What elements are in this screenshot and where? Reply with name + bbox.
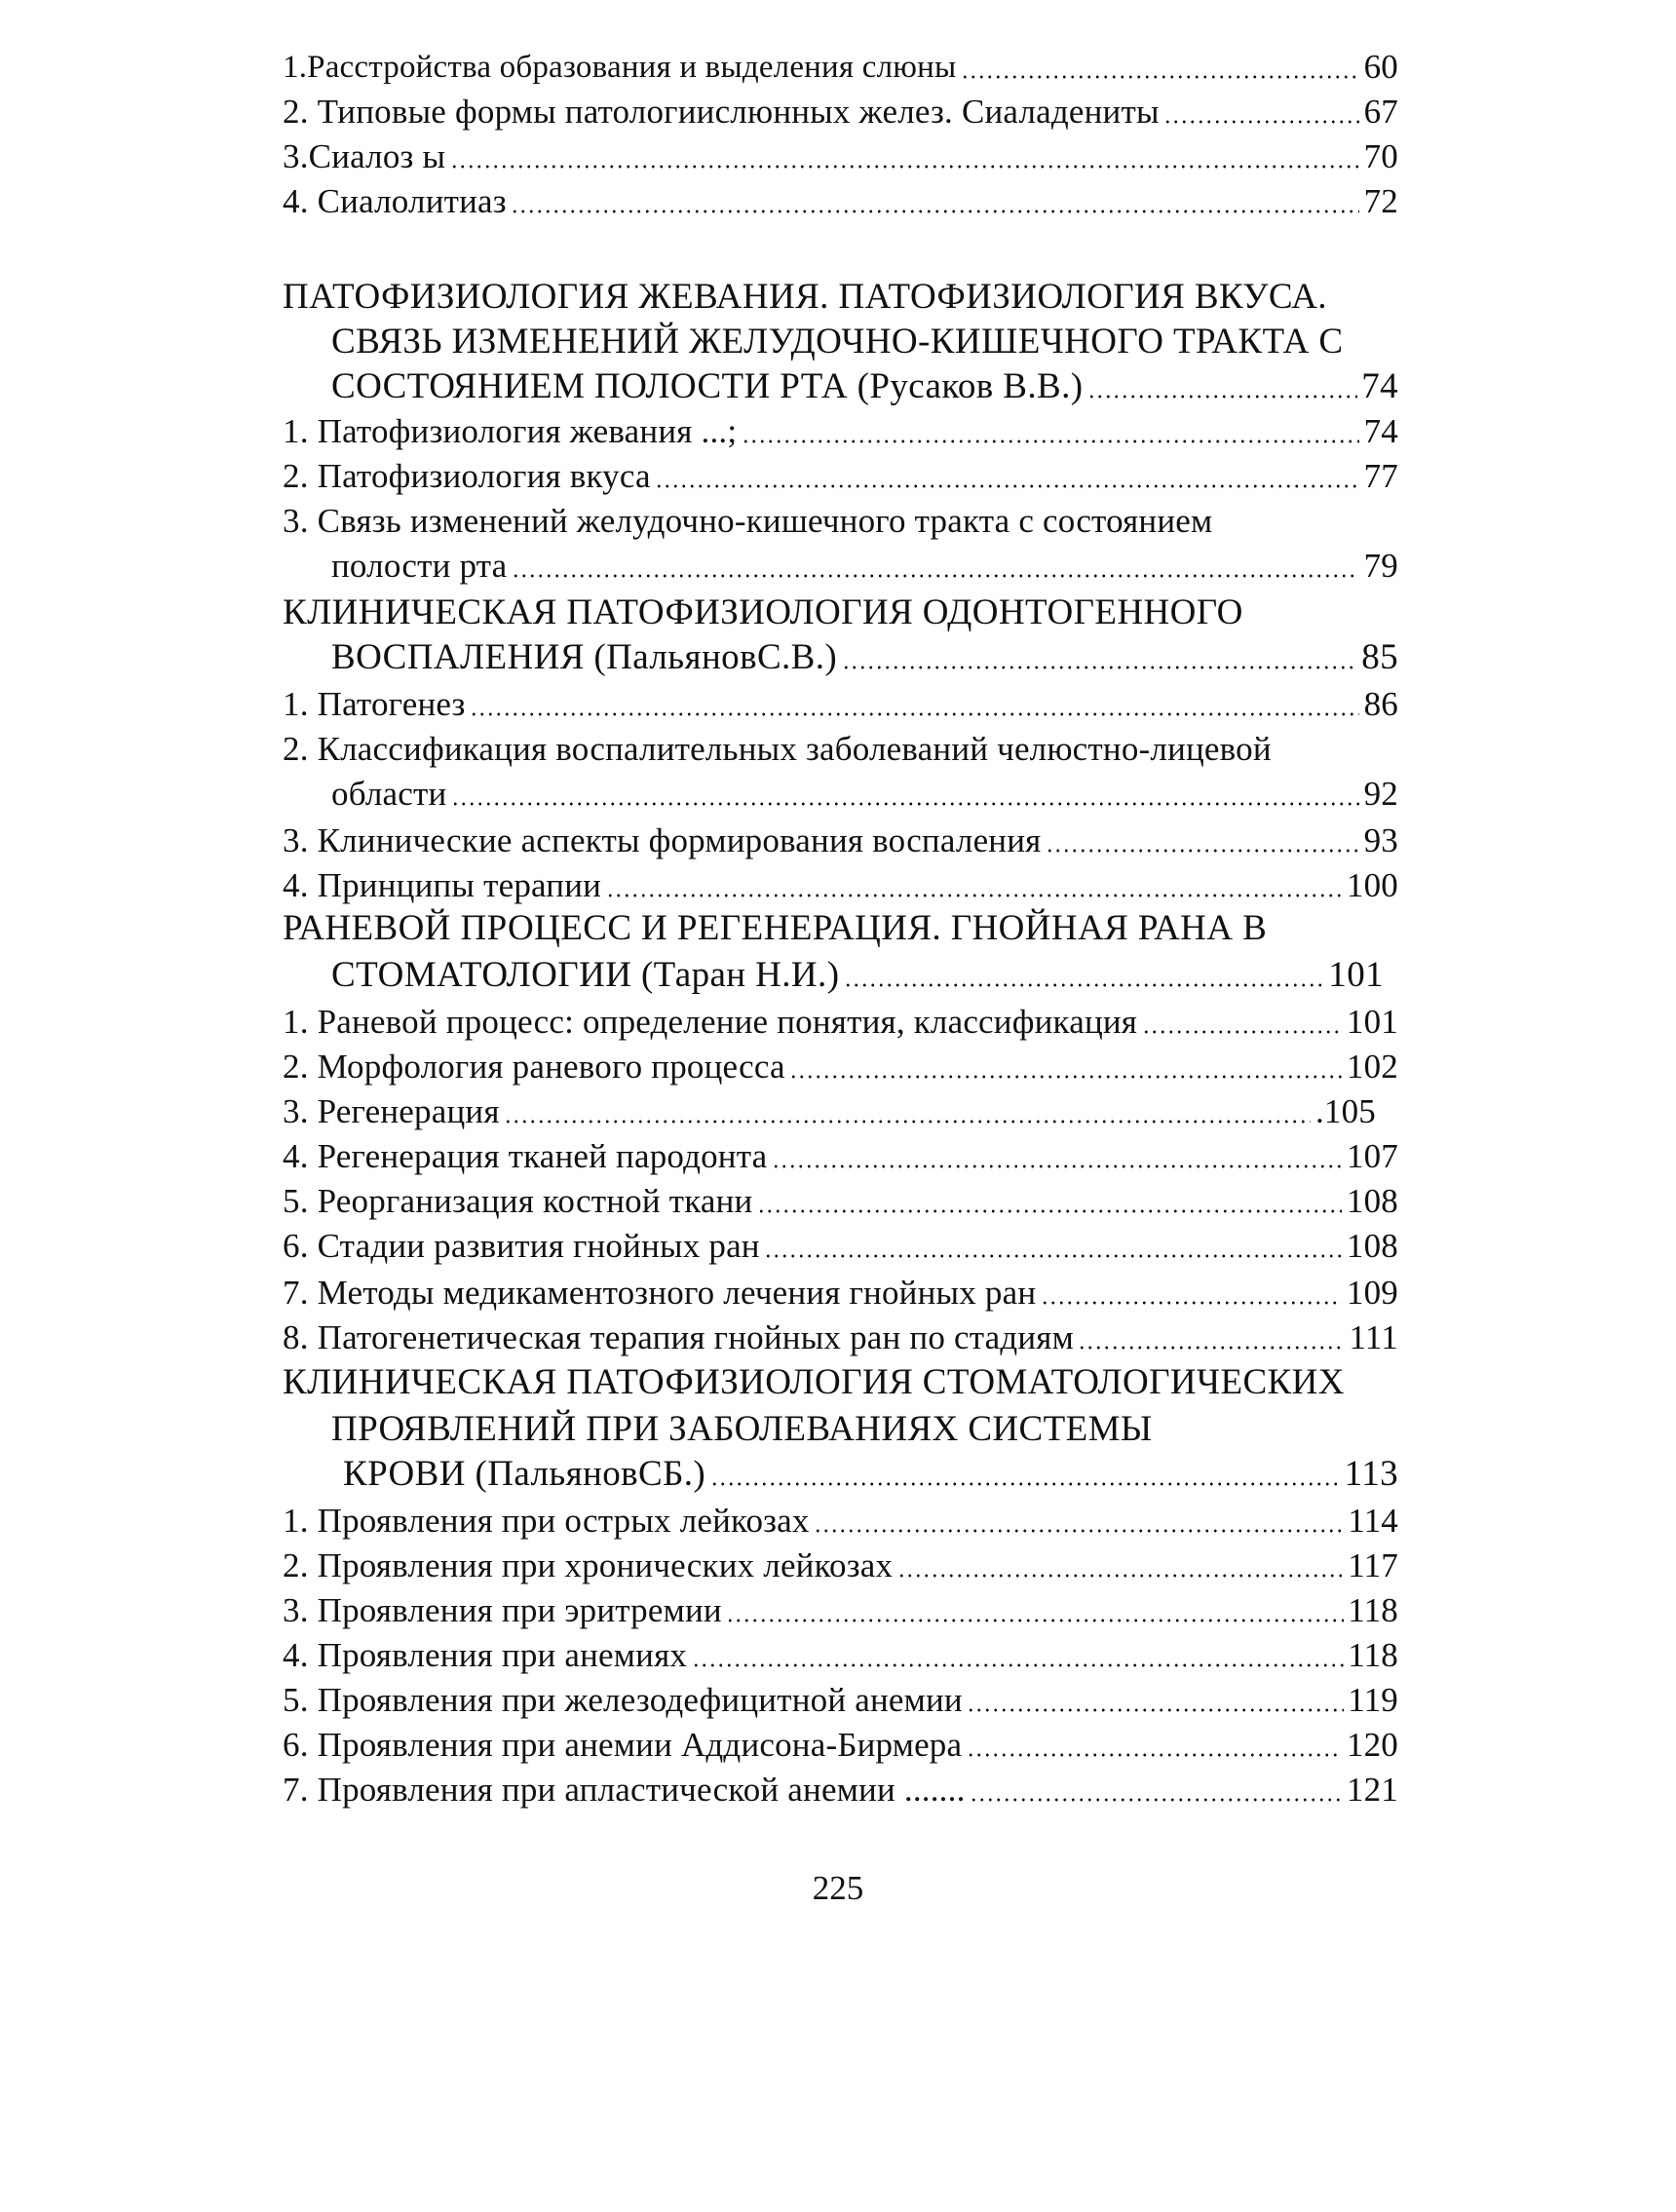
toc-leader-dots <box>512 574 1359 578</box>
toc-entry <box>283 90 1398 134</box>
toc-leader-dots <box>789 1075 1342 1079</box>
toc-entry-page: 117 <box>1348 1546 1398 1584</box>
toc-heading-line <box>343 1452 1398 1497</box>
toc-heading-line <box>331 320 1384 364</box>
toc-entry-title: 1. Патогенез <box>283 685 466 723</box>
toc-entry-title: КЛИНИЧЕСКАЯ ПАТОФИЗИОЛОГИЯ ОДОНТОГЕННОГО <box>283 592 1243 632</box>
toc-entry <box>283 819 1398 863</box>
toc-entry-page: 74 <box>1361 366 1398 406</box>
toc-entry <box>283 682 1398 727</box>
toc-leader-dots <box>1041 1301 1342 1305</box>
toc-entry <box>283 1179 1398 1224</box>
toc-leader-dots <box>1046 849 1359 853</box>
toc-entry <box>283 1089 1376 1134</box>
toc-entry <box>283 1000 1398 1045</box>
toc-entry-title: 1. Раневой процесс: определение понятия, классификация <box>283 1003 1138 1041</box>
toc-leader-dots <box>970 1798 1342 1802</box>
toc-leader-dots <box>470 712 1359 716</box>
toc-leader-dots <box>710 1482 1340 1486</box>
toc-entry-title: ПАТОФИЗИОЛОГИЯ ЖЕВАНИЯ. ПАТОФИЗИОЛОГИЯ ВКУСА. <box>283 277 1327 317</box>
toc-heading-line <box>331 635 1398 680</box>
toc-leader-dots <box>897 1574 1344 1578</box>
toc-entry <box>283 1588 1398 1633</box>
toc-entry-title: 4. Регенерация тканей пародонта <box>283 1137 768 1175</box>
page-number: 225 <box>812 1869 864 1907</box>
toc-entry-title: 3. Клинические аспекты формирования воспаления <box>283 821 1042 859</box>
toc-leader-dots <box>967 1708 1344 1712</box>
toc-entry <box>283 863 1398 908</box>
toc-entry-page: .105 <box>1314 1092 1376 1130</box>
toc-entry <box>283 499 1384 544</box>
toc-entry <box>331 772 1398 817</box>
toc-entry-title: 6. Проявления при анемии Аддисона-Бирмера <box>283 1726 963 1764</box>
toc-entry-page: 111 <box>1349 1318 1398 1356</box>
toc-entry <box>283 45 1398 90</box>
toc-entry-page: 74 <box>1363 412 1398 450</box>
toc-entry-page: 114 <box>1348 1502 1398 1540</box>
toc-entry-title: 2. Проявления при хронических лейкозах <box>283 1546 894 1584</box>
toc-entry <box>283 1045 1398 1089</box>
toc-entry-title: 7. Проявления при апластической анемии ....... <box>283 1771 966 1809</box>
toc-entry-page: 102 <box>1346 1048 1398 1086</box>
toc-leader-dots <box>742 439 1359 443</box>
toc-entry <box>283 1134 1398 1179</box>
toc-entry <box>283 409 1398 454</box>
toc-leader-dots <box>606 894 1342 897</box>
toc-leader-dots <box>511 210 1359 213</box>
toc-entry <box>283 1678 1398 1723</box>
toc-entry-page: 101 <box>1328 955 1384 995</box>
toc-heading-line <box>283 591 1384 635</box>
toc-entry-page: 118 <box>1348 1636 1398 1674</box>
toc-entry-title: ПРОЯВЛЕНИЙ ПРИ ЗАБОЛЕВАНИЯХ СИСТЕМЫ <box>331 1409 1153 1449</box>
toc-entry-title: 2. Морфология раневого процесса <box>283 1048 785 1086</box>
toc-entry-title: 5. Проявления при железодефицитной анемии <box>283 1681 963 1719</box>
toc-entry <box>331 544 1398 589</box>
toc-leader-dots <box>1142 1030 1342 1034</box>
toc-leader-dots <box>772 1164 1342 1168</box>
toc-entry-page: 113 <box>1344 1454 1398 1494</box>
toc-entry <box>283 1544 1398 1588</box>
toc-entry-page: 100 <box>1346 866 1398 904</box>
toc-entry-page: 93 <box>1363 821 1398 859</box>
toc-leader-dots <box>961 75 1359 79</box>
toc-entry-page: 121 <box>1346 1771 1398 1809</box>
toc-leader-dots <box>504 1120 1311 1124</box>
toc-entry <box>283 1768 1398 1812</box>
toc-entry <box>283 727 1384 772</box>
toc-entry-title: КЛИНИЧЕСКАЯ ПАТОФИЗИОЛОГИЯ СТОМАТОЛОГИЧЕСКИХ <box>283 1362 1345 1402</box>
toc-leader-dots <box>450 165 1359 169</box>
toc-entry-page: 107 <box>1346 1137 1398 1175</box>
toc-entry-title: ВОСПАЛЕНИЯ (ПальяновС.В.) <box>331 637 838 677</box>
toc-entry-title: СВЯЗЬ ИЗМЕНЕНИЙ ЖЕЛУДОЧНО-КИШЕЧНОГО ТРАКТА С <box>331 322 1344 362</box>
toc-entry-title: 1. Проявления при острых лейкозах <box>283 1502 810 1540</box>
toc-entry-title: РАНЕВОЙ ПРОЦЕСС И РЕГЕНЕРАЦИЯ. ГНОЙНАЯ РАНА В <box>283 908 1268 948</box>
toc-entry-page: 109 <box>1346 1274 1398 1312</box>
toc-entry-title: 3. Проявления при эритремии <box>283 1591 722 1629</box>
toc-entry-title: 1. Патофизиология жевания ...; <box>283 412 738 450</box>
toc-entry-title: 4. Сиалолитиаз <box>283 182 507 220</box>
toc-entry-title: КРОВИ (ПальяновСБ.) <box>343 1454 706 1494</box>
toc-entry-page: 86 <box>1363 685 1398 723</box>
toc-heading-line <box>331 953 1384 998</box>
toc-entry-page: 79 <box>1363 547 1398 585</box>
toc-leader-dots <box>764 1254 1342 1258</box>
toc-entry-title: 3. Связь изменений желудочно-кишечного тракта с состоянием <box>283 502 1213 540</box>
toc-leader-dots <box>1087 395 1357 399</box>
toc-heading-line <box>283 275 1384 320</box>
toc-heading-line <box>283 1360 1384 1405</box>
toc-entry-title: СОСТОЯНИЕМ ПОЛОСТИ РТА (Русаков В.В.) <box>331 366 1084 406</box>
toc-entry-page: 120 <box>1346 1726 1398 1764</box>
toc-heading-line <box>283 906 1384 951</box>
toc-leader-dots <box>967 1753 1342 1757</box>
toc-leader-dots <box>1163 120 1359 124</box>
toc-leader-dots <box>757 1209 1342 1213</box>
toc-entry <box>283 1499 1398 1544</box>
toc-entry-page: 67 <box>1363 93 1398 131</box>
toc-entry <box>283 1224 1398 1269</box>
toc-entry-title: 4. Принципы терапии <box>283 866 602 904</box>
toc-entry <box>283 1316 1398 1360</box>
toc-entry-page: 85 <box>1361 637 1398 677</box>
toc-entry-title: полости рта <box>331 547 508 585</box>
toc-entry <box>283 1723 1398 1768</box>
toc-entry <box>283 1633 1398 1678</box>
toc-leader-dots <box>692 1663 1344 1667</box>
toc-entry <box>283 134 1398 179</box>
toc-entry <box>283 1271 1398 1316</box>
toc-leader-dots <box>814 1529 1344 1533</box>
toc-entry-title: 8. Патогенетическая терапия гнойных ран по стадиям <box>283 1318 1074 1356</box>
toc-entry <box>283 454 1398 499</box>
toc-leader-dots <box>451 802 1359 806</box>
toc-entry-page: 70 <box>1363 137 1398 175</box>
toc-entry-title: 5. Реорганизация костной ткани <box>283 1182 753 1220</box>
toc-entry-page: 108 <box>1346 1227 1398 1265</box>
toc-entry-page: 77 <box>1363 457 1398 495</box>
toc-entry-title: 2. Типовые формы патологиислюнных желез. Сиаладениты <box>283 93 1160 131</box>
toc-entry-page: 108 <box>1346 1182 1398 1220</box>
toc-entry-title: 7. Методы медикаментозного лечения гнойных ран <box>283 1274 1037 1312</box>
toc-entry-title: области <box>331 775 447 813</box>
toc-entry-title: 3.Сиалоз ы <box>283 137 446 175</box>
toc-entry-title: СТОМАТОЛОГИИ (Таран Н.И.) <box>331 955 840 995</box>
toc-leader-dots <box>844 983 1324 987</box>
toc-entry-page: 119 <box>1348 1681 1398 1719</box>
toc-entry-title: 6. Стадии развития гнойных ран <box>283 1227 760 1265</box>
toc-heading-line <box>331 364 1398 409</box>
toc-entry-page: 92 <box>1363 775 1398 813</box>
toc-leader-dots <box>1078 1346 1345 1350</box>
toc-leader-dots <box>726 1619 1344 1622</box>
toc-leader-dots <box>655 484 1359 488</box>
toc-entry-page: 101 <box>1346 1003 1398 1041</box>
toc-entry-title: 3. Регенерация <box>283 1092 500 1130</box>
toc-entry-title: 2. Патофизиология вкуса <box>283 457 651 495</box>
toc-entry-page: 118 <box>1348 1591 1398 1629</box>
toc-leader-dots <box>842 666 1357 669</box>
toc-heading-line <box>331 1407 1384 1452</box>
toc-entry <box>283 179 1398 224</box>
toc-entry-title: 1.Расстройства образования и выделения слюны <box>283 50 957 85</box>
toc-entry-page: 72 <box>1363 182 1398 220</box>
toc-entry-title: 2. Классификация воспалительных заболеваний челюстно-лицевой <box>283 730 1272 768</box>
toc-entry-title: 4. Проявления при анемиях <box>283 1636 688 1674</box>
toc-entry-page: 60 <box>1363 48 1398 86</box>
